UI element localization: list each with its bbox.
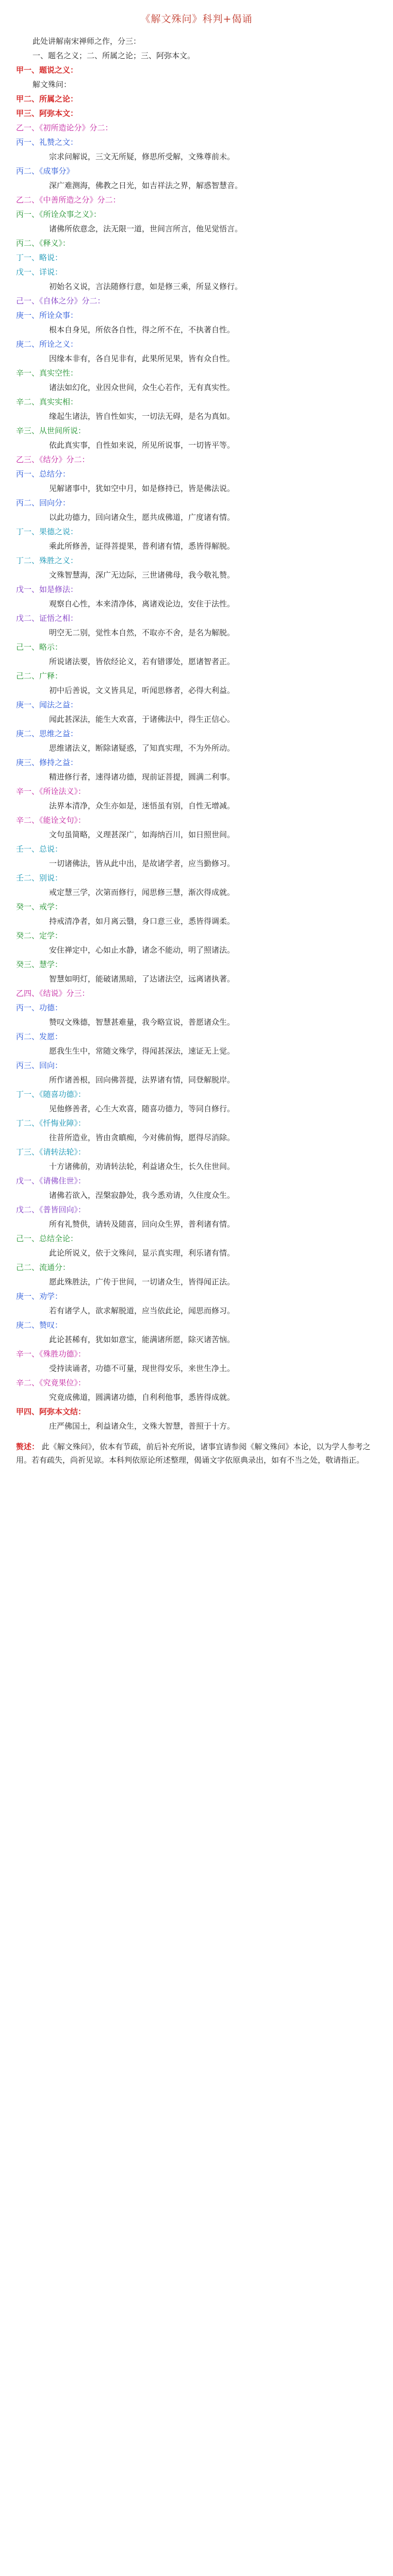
text-line: 宗求问解说，三文无所疑，修思所受解，文殊尊前未。: [49, 152, 235, 161]
text-line: 甲三、阿弥本文：: [16, 109, 78, 118]
text-line: 庚二、赞叹：: [16, 1320, 63, 1330]
text-line: 若有诸学人，欲求解脱道，应当依此论，闻思而修习。: [49, 1306, 235, 1315]
text-line: 初始名义说，言法随修行意，如是修三乘，所显义修行。: [49, 282, 243, 291]
text-line: 己一、总结全论：: [16, 1234, 78, 1243]
text-line: 辛三、从世间所说：: [16, 426, 86, 435]
text-line: 丁一、略说：: [16, 253, 63, 262]
text-line: 乙一、《初所造论分》分二：: [16, 123, 113, 132]
text-line: 丙一、《所诠众事之义》：: [16, 210, 102, 219]
text-line: 庚一、劝学：: [16, 1292, 63, 1301]
text-line: 受持读诵者，功德不可量，现世得安乐，来世生净土。: [49, 1364, 235, 1373]
text-line: 诸佛所依意念，法无限一道，世间言所言，他见觉悟言。: [49, 224, 243, 233]
text-line: 丙一、功德：: [16, 1003, 63, 1012]
text-line: 以此功德力，回向诸众生，愿共成佛道，广度诸有情。: [49, 513, 235, 522]
text-line: 辛一、真实空性：: [16, 368, 78, 378]
text-line: 智慧如明灯，能破诸黑暗，了达诸法空，远离诸执著。: [49, 974, 235, 984]
document-page: [16, 0, 377, 1467]
text-line: 辛二、真实实相：: [16, 397, 78, 406]
text-line: 庚二、所诠之义：: [16, 340, 78, 349]
text-line: 深广难测海，佛教之日光，如吉祥法之界，解惑智慧音。: [49, 181, 243, 190]
text-line: 依此真实事，自性如来说，所见所说事，一切皆平等。: [49, 440, 235, 450]
text-line: 丙二、《成事分》: [16, 166, 74, 176]
text-line: 文殊智慧海，深广无边际，三世诸佛母，我今敬礼赞。: [49, 570, 235, 580]
text-line: 丁一、《随喜功德》：: [16, 1090, 86, 1099]
text-line: 己一、略示：: [16, 642, 63, 652]
text-line: 癸三、慧学：: [16, 960, 63, 969]
text-line: 所说诸法要，皆依经论义，若有错谬处，愿诸智者正。: [49, 657, 235, 666]
text-line: 初中后善说，文义皆具足，听闻思修者，必得大利益。: [49, 686, 235, 695]
text-line: 庚二、思维之益：: [16, 729, 78, 738]
text-line: 戒定慧三学，次第而修行，闻思修三慧，渐次得成就。: [49, 888, 235, 897]
text-line: 思维诸法义，断除诸疑惑，了知真实理，不为外所动。: [49, 743, 235, 753]
text-line: 甲二、所属之论：: [16, 94, 78, 104]
text-line: 根本自身见，所依各自性，得之所不在，不执著自性。: [49, 325, 235, 334]
text-line: 此处讲解南宋禅师之作，分三：: [32, 37, 141, 46]
footer-text: 此《解文殊问》，依本有节疏，前后补充所说，诸事宜请参阅《解文殊问》本论，以为学人参考之用。若有疏失，尚祈见谅。本科判依原论所述整理，偈诵文字依原典录出，如有不当之处，敬请指正。: [16, 1442, 371, 1465]
text-line: 丁二、殊胜之义：: [16, 556, 78, 565]
text-line: 丙二、《释义》：: [16, 239, 71, 248]
text-line: 甲一、题说之义：: [16, 65, 78, 75]
text-line: 缘起生诸法，皆自性如实，一切法无碍，是名为真如。: [49, 412, 235, 421]
text-line: 丙二、回向分：: [16, 498, 71, 507]
text-line: 乙三、《结分》分二：: [16, 455, 90, 464]
text-line: 丙一、礼赞之文：: [16, 138, 78, 147]
text-line: 辛一、《殊胜功德》：: [16, 1349, 86, 1359]
text-line: 戊一、《请佛住世》：: [16, 1176, 86, 1185]
text-line: 戊一、详说：: [16, 267, 63, 277]
text-line: 庚三、修持之益：: [16, 758, 78, 767]
text-line: 乘此所修善，证得菩提果，普利诸有情，悉皆得解脱。: [49, 541, 235, 551]
text-line: 闻此甚深法，能生大欢喜，于诸佛法中，得生正信心。: [49, 715, 235, 724]
text-line: 甲四、阿弥本文结：: [16, 1407, 86, 1416]
text-line: 己二、流通分：: [16, 1263, 71, 1272]
text-line: 癸一、戒学：: [16, 902, 63, 911]
text-line: 见他修善者，心生大欢喜，随喜功德力，等同自修行。: [49, 1104, 235, 1113]
text-line: 丙二、发愿：: [16, 1032, 63, 1041]
text-line: 明空无二别，觉性本自然，不取亦不舍，是名为解脱。: [49, 628, 235, 637]
text-line: 辛一、《所诠法义》：: [16, 787, 86, 796]
text-line: 持戒清净者，如月离云翳，身口意三业，悉皆得调柔。: [49, 917, 235, 926]
text-line: 乙二、《中善所造之分》分二：: [16, 195, 121, 205]
text-line: 所有礼赞供，请转及随喜，回向众生界，普利诸有情。: [49, 1219, 235, 1229]
text-line: 十方诸佛前，劝请转法轮，利益诸众生，长久住世间。: [49, 1162, 235, 1171]
text-line: 庚一、闻法之益：: [16, 700, 78, 709]
text-line: 辛二、《能诠文句》：: [16, 816, 86, 825]
text-line: 所作诸善根，回向佛菩提，法界诸有情，同登解脱岸。: [49, 1075, 235, 1084]
text-line: 丙三、回向：: [16, 1061, 63, 1070]
text-line: 因缘本非有，各自见非有，此果所见果，皆有众自性。: [49, 354, 235, 363]
text-line: 赞叹文殊德，智慧甚难量，我今略宣说，普愿诸众生。: [49, 1018, 235, 1027]
text-line: 丁一、果德之说：: [16, 527, 78, 536]
text-line: 往昔所造业，皆由贪瞋痴，今对佛前悔，愿得尽消除。: [49, 1133, 235, 1142]
document-body: [16, 35, 377, 1433]
text-line: 法界本清净，众生亦如是，迷悟虽有别，自性无增减。: [49, 801, 235, 810]
text-line: 文句虽简略，义理甚深广，如海纳百川，如日照世间。: [49, 830, 235, 839]
text-line: 一、题名之义；二、所属之论；三、阿弥本文。: [32, 51, 195, 60]
text-line: 丙一、总结分：: [16, 469, 71, 479]
text-line: 癸二、定学：: [16, 931, 63, 940]
text-line: 愿我生生中，常随文殊学，得闻甚深法，速证无上觉。: [49, 1046, 235, 1056]
text-line: 诸法如幻化，业因众世间，众生心若作，无有真实性。: [49, 383, 235, 392]
text-line: 精进修行者，速得诸功德，现前证菩提，圆满二利事。: [49, 772, 235, 782]
text-line: 安住禅定中，心如止水静，诸念不能动，明了照诸法。: [49, 945, 235, 955]
text-line: 己一、《自体之分》分二：: [16, 296, 105, 306]
text-line: 乙四、《结说》分三：: [16, 989, 90, 998]
text-line: 一切诸佛法，皆从此中出，是故诸学者，应当勤修习。: [49, 859, 235, 868]
footer-label: 赘述：: [16, 1442, 40, 1451]
text-line: 究竟成佛道，圆满诸功德，自利利他事，悉皆得成就。: [49, 1393, 235, 1402]
document-title: 《解文殊问》科判+偈诵: [140, 13, 253, 25]
text-line: 庄严佛国土，利益诸众生，文殊大智慧，普照于十方。: [49, 1421, 235, 1431]
text-line: 解文殊问：: [32, 80, 72, 89]
text-line: 此论甚稀有，犹如如意宝，能满诸所愿，除灭诸苦恼。: [49, 1335, 235, 1344]
text-line: 庚一、所诠众事：: [16, 311, 78, 320]
text-line: 壬一、总说：: [16, 844, 63, 854]
text-line: 己二、广释：: [16, 671, 63, 681]
text-line: 诸佛若欲入，涅槃寂静处，我今悉劝请，久住度众生。: [49, 1191, 235, 1200]
text-line: 戊一、如是修法：: [16, 585, 78, 594]
text-line: 丁三、《请转法轮》：: [16, 1147, 86, 1157]
text-line: 丁二、《忏悔业障》：: [16, 1118, 86, 1128]
text-line: 见解诸事中，犹如空中月，如是修持已，皆是佛法说。: [49, 484, 235, 493]
text-line: 壬二、别说：: [16, 873, 63, 883]
text-line: 观察自心性，本来清净体，离诸戏论边，安住于法性。: [49, 599, 235, 608]
text-line: 此论所说义，依于文殊问，显示真实理，利乐诸有情。: [49, 1248, 235, 1258]
text-line: 戊二、证悟之相：: [16, 614, 78, 623]
footer-note: [16, 1440, 377, 1467]
text-line: 戊二、《普皆回向》：: [16, 1205, 86, 1214]
text-line: 愿此殊胜法，广传于世间，一切诸众生，皆得闻正法。: [49, 1277, 235, 1286]
text-line: 辛二、《究竟果位》：: [16, 1378, 86, 1387]
